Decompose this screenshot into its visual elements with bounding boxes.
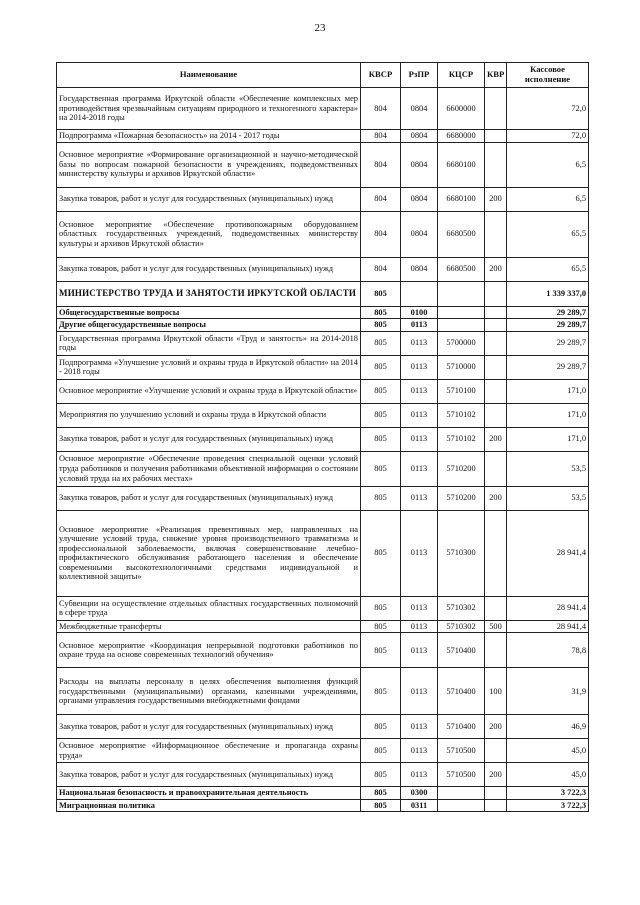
- table-row: [57, 130, 589, 143]
- cell-amount: 53,5: [507, 486, 589, 510]
- cell-kcsr: 5710400: [438, 668, 485, 715]
- cell-rzpr: 0804: [401, 257, 438, 281]
- cell-kvr: [485, 211, 507, 257]
- table-row: [57, 451, 589, 486]
- header-kvsr: КВСР: [361, 63, 401, 88]
- cell-amount: 3 722,3: [507, 787, 589, 800]
- cell-kvsr: 804: [361, 257, 401, 281]
- cell-name: Основное мероприятие «Реализация превентивных мер, направленных на улучшение условий труда, снижение уровня производственного травматизма и профессиональной заболеваемости, включая совершенствование лечебно-профилактического обслуживания работающего населения и обеспечение современными высокотехнологичными средствами индивидуальной и коллективной защиты»: [57, 510, 361, 596]
- table-row: [57, 510, 589, 596]
- cell-name: Основное мероприятие «Координация непрерывной подготовки работников по охране труда на основе современных технологий обучения»: [57, 633, 361, 668]
- cell-kvsr: 805: [361, 306, 401, 319]
- cell-kcsr: [438, 787, 485, 800]
- cell-kvsr: 804: [361, 211, 401, 257]
- cell-kcsr: 5710102: [438, 403, 485, 427]
- table-row: [57, 355, 589, 379]
- cell-kvr: [485, 88, 507, 130]
- cell-kcsr: 5710200: [438, 451, 485, 486]
- cell-kvsr: 804: [361, 142, 401, 187]
- cell-kvr: 500: [485, 620, 507, 633]
- cell-kvr: [485, 510, 507, 596]
- cell-name: Мероприятия по улучшению условий и охраны труда в Иркутской области: [57, 403, 361, 427]
- cell-kcsr: [438, 799, 485, 812]
- cell-amount: 171,0: [507, 379, 589, 403]
- cell-amount: 45,0: [507, 763, 589, 787]
- cell-amount: 28 941,4: [507, 596, 589, 620]
- cell-rzpr: 0113: [401, 486, 438, 510]
- table-row: [57, 620, 589, 633]
- table-row: [57, 257, 589, 281]
- cell-kvsr: 804: [361, 130, 401, 143]
- cell-kvsr: 805: [361, 596, 401, 620]
- cell-amount: 28 941,4: [507, 620, 589, 633]
- cell-kcsr: 6600000: [438, 88, 485, 130]
- cell-name: Закупка товаров, работ и услуг для государственных (муниципальных) нужд: [57, 486, 361, 510]
- header-amount: Кассовое исполнение: [507, 63, 589, 88]
- cell-kvsr: 805: [361, 403, 401, 427]
- page-number: 23: [314, 22, 326, 34]
- cell-rzpr: 0113: [401, 763, 438, 787]
- cell-name: Закупка товаров, работ и услуг для государственных (муниципальных) нужд: [57, 187, 361, 211]
- cell-kvsr: 805: [361, 510, 401, 596]
- table-row: [57, 427, 589, 451]
- cell-kcsr: 5710500: [438, 739, 485, 763]
- cell-kcsr: 6680500: [438, 257, 485, 281]
- cell-kcsr: 5710400: [438, 633, 485, 668]
- cell-rzpr: [401, 281, 438, 306]
- header-kvr: КВР: [485, 63, 507, 88]
- cell-kvsr: 805: [361, 331, 401, 355]
- cell-rzpr: 0804: [401, 88, 438, 130]
- cell-rzpr: 0113: [401, 451, 438, 486]
- table-row: [57, 739, 589, 763]
- cell-amount: 46,9: [507, 715, 589, 739]
- cell-rzpr: 0804: [401, 211, 438, 257]
- cell-amount: 45,0: [507, 739, 589, 763]
- cell-kvsr: 805: [361, 355, 401, 379]
- cell-name: Государственная программа Иркутской области «Труд и занятость» на 2014-2018 годы: [57, 331, 361, 355]
- cell-kvsr: 805: [361, 451, 401, 486]
- cell-rzpr: 0113: [401, 355, 438, 379]
- cell-amount: 72,0: [507, 130, 589, 143]
- cell-kcsr: 5710200: [438, 486, 485, 510]
- table-row: [57, 715, 589, 739]
- cell-kvr: 200: [485, 763, 507, 787]
- cell-rzpr: 0113: [401, 739, 438, 763]
- cell-kvr: 200: [485, 187, 507, 211]
- table-row: [57, 142, 589, 187]
- cell-kvsr: 805: [361, 427, 401, 451]
- cell-rzpr: 0113: [401, 403, 438, 427]
- cell-kvr: [485, 130, 507, 143]
- cell-amount: 72,0: [507, 88, 589, 130]
- cell-kcsr: 5710102: [438, 427, 485, 451]
- table-row: [57, 403, 589, 427]
- cell-amount: 28 941,4: [507, 510, 589, 596]
- cell-amount: 1 339 337,0: [507, 281, 589, 306]
- cell-kcsr: 5710500: [438, 763, 485, 787]
- cell-name: МИНИСТЕРСТВО ТРУДА И ЗАНЯТОСТИ ИРКУТСКОЙ ОБЛАСТИ: [57, 281, 361, 306]
- table-row: [57, 633, 589, 668]
- cell-rzpr: 0113: [401, 379, 438, 403]
- cell-kvr: [485, 633, 507, 668]
- cell-kcsr: 6680100: [438, 187, 485, 211]
- cell-name: Основное мероприятие «Улучшение условий и охраны труда в Иркутской области»: [57, 379, 361, 403]
- cell-kvsr: 805: [361, 668, 401, 715]
- table-row: [57, 319, 589, 332]
- cell-rzpr: 0113: [401, 510, 438, 596]
- cell-kvr: [485, 799, 507, 812]
- cell-name: Основное мероприятие «Информационное обеспечение и пропаганда охраны труда»: [57, 739, 361, 763]
- cell-kvsr: 805: [361, 763, 401, 787]
- table-row: [57, 787, 589, 800]
- cell-name: Другие общегосударственные вопросы: [57, 319, 361, 332]
- cell-amount: 78,8: [507, 633, 589, 668]
- cell-rzpr: 0113: [401, 427, 438, 451]
- cell-amount: 29 289,7: [507, 319, 589, 332]
- cell-name: Субвенции на осуществление отдельных областных государственных полномочий в сфере труда: [57, 596, 361, 620]
- table-row: [57, 88, 589, 130]
- cell-name: Закупка товаров, работ и услуг для государственных (муниципальных) нужд: [57, 763, 361, 787]
- cell-rzpr: 0804: [401, 130, 438, 143]
- cell-kvsr: 804: [361, 187, 401, 211]
- cell-name: Основное мероприятие «Обеспечение проведения специальной оценки условий труда работников и получения работниками объективной информации о состоянии условий труда на их рабочих местах»: [57, 451, 361, 486]
- cell-amount: 3 722,3: [507, 799, 589, 812]
- cell-amount: 31,9: [507, 668, 589, 715]
- cell-kcsr: 6680000: [438, 130, 485, 143]
- cell-kvr: [485, 596, 507, 620]
- cell-amount: 53,5: [507, 451, 589, 486]
- cell-kvsr: 805: [361, 281, 401, 306]
- cell-name: Межбюджетные трансферты: [57, 620, 361, 633]
- cell-kcsr: 6680500: [438, 211, 485, 257]
- cell-kcsr: [438, 306, 485, 319]
- cell-kvr: [485, 355, 507, 379]
- cell-name: Государственная программа Иркутской области «Обеспечение комплексных мер противодействия чрезвычайным ситуациям природного и техногенного характера» на 2014-2018 годы: [57, 88, 361, 130]
- cell-kcsr: 5710302: [438, 596, 485, 620]
- cell-kvsr: 805: [361, 739, 401, 763]
- cell-kvsr: 805: [361, 379, 401, 403]
- cell-name: Национальная безопасность и правоохранительная деятельность: [57, 787, 361, 800]
- cell-amount: 6,5: [507, 187, 589, 211]
- cell-kvr: [485, 142, 507, 187]
- cell-kvsr: 805: [361, 633, 401, 668]
- budget-table: [56, 62, 589, 812]
- cell-kvsr: 805: [361, 319, 401, 332]
- cell-amount: 171,0: [507, 403, 589, 427]
- cell-name: Основное мероприятие «Формирование организационной и научно-методической базы по вопросам пожарной безопасности в учреждениях, подведомственных министерству культуры и архивов Иркутской области»: [57, 142, 361, 187]
- cell-rzpr: 0113: [401, 633, 438, 668]
- table-row: [57, 763, 589, 787]
- cell-name: Основное мероприятие «Обеспечение противопожарным оборудованием областных государственных учреждений, подведомственных министерству культуры и архивов Иркутской области»: [57, 211, 361, 257]
- cell-name: Закупка товаров, работ и услуг для государственных (муниципальных) нужд: [57, 257, 361, 281]
- cell-kvr: [485, 306, 507, 319]
- cell-kvsr: 805: [361, 715, 401, 739]
- cell-kvr: 100: [485, 668, 507, 715]
- cell-kcsr: 6680100: [438, 142, 485, 187]
- table-body: [57, 88, 589, 812]
- cell-name: Расходы на выплаты персоналу в целях обеспечения выполнения функций государственными (муниципальными) органами, казенными учреждениями, органами управления государственными внебюджетными фондами: [57, 668, 361, 715]
- cell-name: Миграционная политика: [57, 799, 361, 812]
- cell-name: Подпрограмма «Пожарная безопасность» на 2014 - 2017 годы: [57, 130, 361, 143]
- table-row: [57, 187, 589, 211]
- cell-rzpr: 0113: [401, 715, 438, 739]
- cell-rzpr: 0113: [401, 596, 438, 620]
- cell-amount: 29 289,7: [507, 306, 589, 319]
- cell-kvr: 200: [485, 715, 507, 739]
- cell-amount: 29 289,7: [507, 355, 589, 379]
- cell-rzpr: 0113: [401, 319, 438, 332]
- cell-name: Закупка товаров, работ и услуг для государственных (муниципальных) нужд: [57, 715, 361, 739]
- cell-rzpr: 0113: [401, 620, 438, 633]
- cell-kvr: [485, 379, 507, 403]
- cell-amount: 65,5: [507, 257, 589, 281]
- cell-amount: 6,5: [507, 142, 589, 187]
- cell-kcsr: [438, 319, 485, 332]
- cell-kvr: [485, 451, 507, 486]
- cell-kvr: [485, 331, 507, 355]
- cell-rzpr: 0300: [401, 787, 438, 800]
- cell-rzpr: 0311: [401, 799, 438, 812]
- table-row: [57, 596, 589, 620]
- cell-kvsr: 805: [361, 787, 401, 800]
- table-row: [57, 306, 589, 319]
- table-row: [57, 211, 589, 257]
- cell-name: Подпрограмма «Улучшение условий и охраны труда в Иркутской области» на 2014 - 2018 годы: [57, 355, 361, 379]
- cell-kvr: [485, 319, 507, 332]
- table-header-row: [57, 63, 589, 88]
- table-row: [57, 486, 589, 510]
- cell-kvsr: 805: [361, 486, 401, 510]
- table-row: [57, 281, 589, 306]
- cell-kvr: 200: [485, 427, 507, 451]
- cell-rzpr: 0100: [401, 306, 438, 319]
- cell-rzpr: 0113: [401, 668, 438, 715]
- table-row: [57, 799, 589, 812]
- cell-amount: 171,0: [507, 427, 589, 451]
- header-name: Наименование: [57, 63, 361, 88]
- table-row: [57, 668, 589, 715]
- cell-kcsr: 5710100: [438, 379, 485, 403]
- header-kcsr: КЦСР: [438, 63, 485, 88]
- cell-kvr: [485, 787, 507, 800]
- table-row: [57, 379, 589, 403]
- cell-kvr: [485, 739, 507, 763]
- cell-kcsr: 5700000: [438, 331, 485, 355]
- table-row: [57, 331, 589, 355]
- cell-kvr: 200: [485, 257, 507, 281]
- cell-kcsr: 5710400: [438, 715, 485, 739]
- cell-kvsr: 805: [361, 620, 401, 633]
- cell-amount: 29 289,7: [507, 331, 589, 355]
- cell-amount: 65,5: [507, 211, 589, 257]
- cell-kcsr: 5710302: [438, 620, 485, 633]
- cell-kvr: 200: [485, 486, 507, 510]
- cell-kvr: [485, 403, 507, 427]
- cell-name: Общегосударственные вопросы: [57, 306, 361, 319]
- cell-kcsr: [438, 281, 485, 306]
- cell-kvsr: 805: [361, 799, 401, 812]
- cell-kcsr: 5710000: [438, 355, 485, 379]
- cell-kvr: [485, 281, 507, 306]
- cell-name: Закупка товаров, работ и услуг для государственных (муниципальных) нужд: [57, 427, 361, 451]
- cell-rzpr: 0804: [401, 142, 438, 187]
- header-rzpr: РзПР: [401, 63, 438, 88]
- cell-rzpr: 0804: [401, 187, 438, 211]
- cell-kcsr: 5710300: [438, 510, 485, 596]
- cell-kvsr: 804: [361, 88, 401, 130]
- cell-rzpr: 0113: [401, 331, 438, 355]
